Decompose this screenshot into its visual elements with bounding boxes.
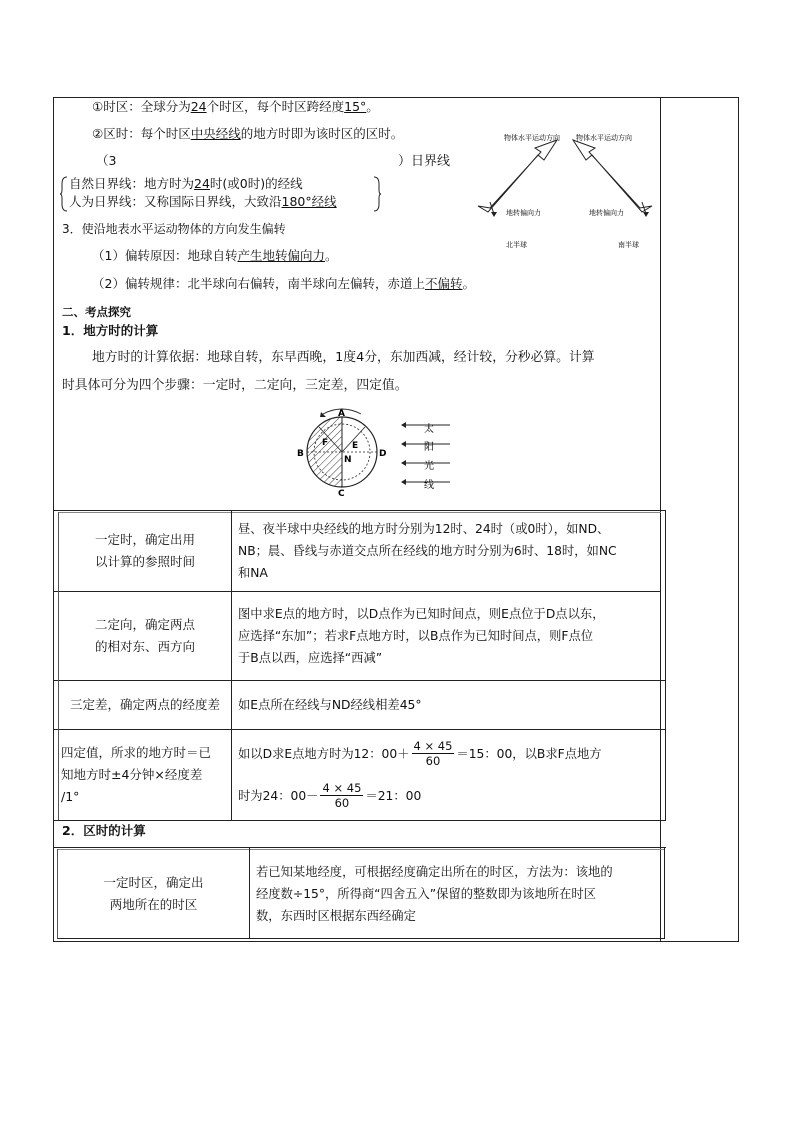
left-brace [59, 176, 69, 212]
globe-label-f: F [322, 438, 329, 448]
left-motion-arrow [478, 140, 557, 212]
globe-label-n: N [344, 455, 352, 465]
timezone-line: ①时区：全球分为24个时区，每个时区跨经度15°。 [92, 99, 379, 114]
label-south: 南半球 [618, 241, 639, 249]
local-time-para-2: 时具体可分为四个步骤：一定时，二定向，三定差，四定值。 [62, 378, 408, 393]
table2-bottom [57, 938, 664, 939]
fraction-2: $\frac{4 \times 45}{60}$ [322, 780, 362, 810]
label-right-top: 物体水平运动方向 [576, 134, 632, 142]
globe-label-e: E [352, 441, 359, 451]
table2-left-cell: 一定时区，确定出 两地所在的时区 [103, 875, 204, 912]
sun-char-2: 阳 [424, 442, 434, 453]
deflection-rule: （2）偏转规律：北半球向右偏转，南半球向左偏转，赤道上不偏转。 [92, 276, 475, 291]
zone-time-heading: 2．区时的计算 [62, 823, 146, 838]
sun-char-4: 线 [424, 480, 434, 491]
label-north: 北半球 [506, 241, 527, 249]
sun-char-1: 太 [424, 424, 434, 435]
table1-row1-left: 一定时，确定出用 以计算的参照时间 [94, 532, 195, 569]
right-brace [372, 176, 382, 212]
table1-row2-left: 二定向，确定两点 的相对东、西方向 [94, 617, 195, 654]
sun-char-3: 光 [424, 461, 434, 472]
frame-right [738, 97, 739, 942]
local-time-para-1: 地方时的计算依据：地球自转，东早西晚，1度4分，东加西减，经计较，分秒必算。计算 [92, 350, 595, 365]
zonetime-line: ②区时：每个时区中央经线的地方时即为该时区的区时。 [92, 126, 404, 141]
label-right-force: 地转偏向力 [589, 209, 624, 217]
table2-right [664, 847, 665, 939]
table1-row2-right: 图中求E点的地方时，以D点作为已知时间点，则E点位于D点以东， 应选择“东加”；若求F点地方时，以B点作为已知时间点，则F点位 于B点以西，应选择“西减” [238, 607, 605, 665]
globe-label-b: B [297, 449, 304, 459]
table1-right-ext [665, 510, 666, 820]
globe-label-c: C [338, 489, 345, 499]
globe-diagram [295, 405, 455, 501]
frame-bottom [53, 941, 739, 942]
natural-dateline: 自然日界线：地方时为24时(或0时)的经线 [69, 176, 303, 191]
globe-label-d: D [379, 449, 387, 459]
deflection-heading: 3．使沿地表水平运动物体的方向发生偏转 [62, 222, 286, 236]
deflection-cause: （1）偏转原因：地球自转产生地转偏向力。 [92, 248, 338, 263]
table2-right-cell: 若已知某地经度，可根据经度确定出所在的时区，方法为：该地的 经度数÷15°，所得商“四舍五入”保留的整数即为该地所在时区 数，东西时区根据东西经确定 [256, 865, 613, 923]
local-time-heading: 1．地方时的计算 [62, 323, 159, 338]
deflection-diagram [470, 128, 660, 256]
table1-row4-left: 四定值，所求的地方时＝已 知地方时±4分钟×经度差 /1° [61, 745, 212, 804]
label-left-top: 物体水平运动方向 [504, 134, 560, 142]
globe-label-a: A [338, 409, 345, 419]
international-dateline: 人为日界线：又称国际日界线，大致沿180°经线 [69, 194, 337, 209]
table1-row3-right: 如E点所在经线与ND经线相差45° [238, 698, 422, 712]
table1-bottom [53, 820, 666, 821]
section-heading: 二、考点探究 [62, 305, 131, 319]
label-left-force: 地转偏向力 [506, 209, 541, 217]
table1-row4-right: 如以D求E点地方时为12：00＋ $\frac{4 \times 45}{60}$ ＝15：00，以B求F点地方 时为24：00－ $\frac{4 \times 45}{60}$ ＝21：00 [238, 738, 602, 810]
frame-left [53, 97, 54, 942]
right-motion-arrow [573, 140, 652, 212]
table1-row3-left: 三定差，确定两点的经度差 [69, 697, 220, 712]
fraction-1: $\frac{4 \times 45}{60}$ [413, 738, 453, 768]
table2-top [53, 847, 666, 848]
dateline-heading-start: （3 [96, 153, 117, 168]
frame-top [53, 97, 739, 98]
dateline-heading-end: ）日界线 [398, 154, 451, 169]
table1-row1-right: 昼、夜半球中央经线的地方时分别为12时、24时（或0时），如ND、 NB；晨、昏线与赤道交点所在经线的地方时分别为6时、18时，如NC 和NA [238, 522, 617, 580]
